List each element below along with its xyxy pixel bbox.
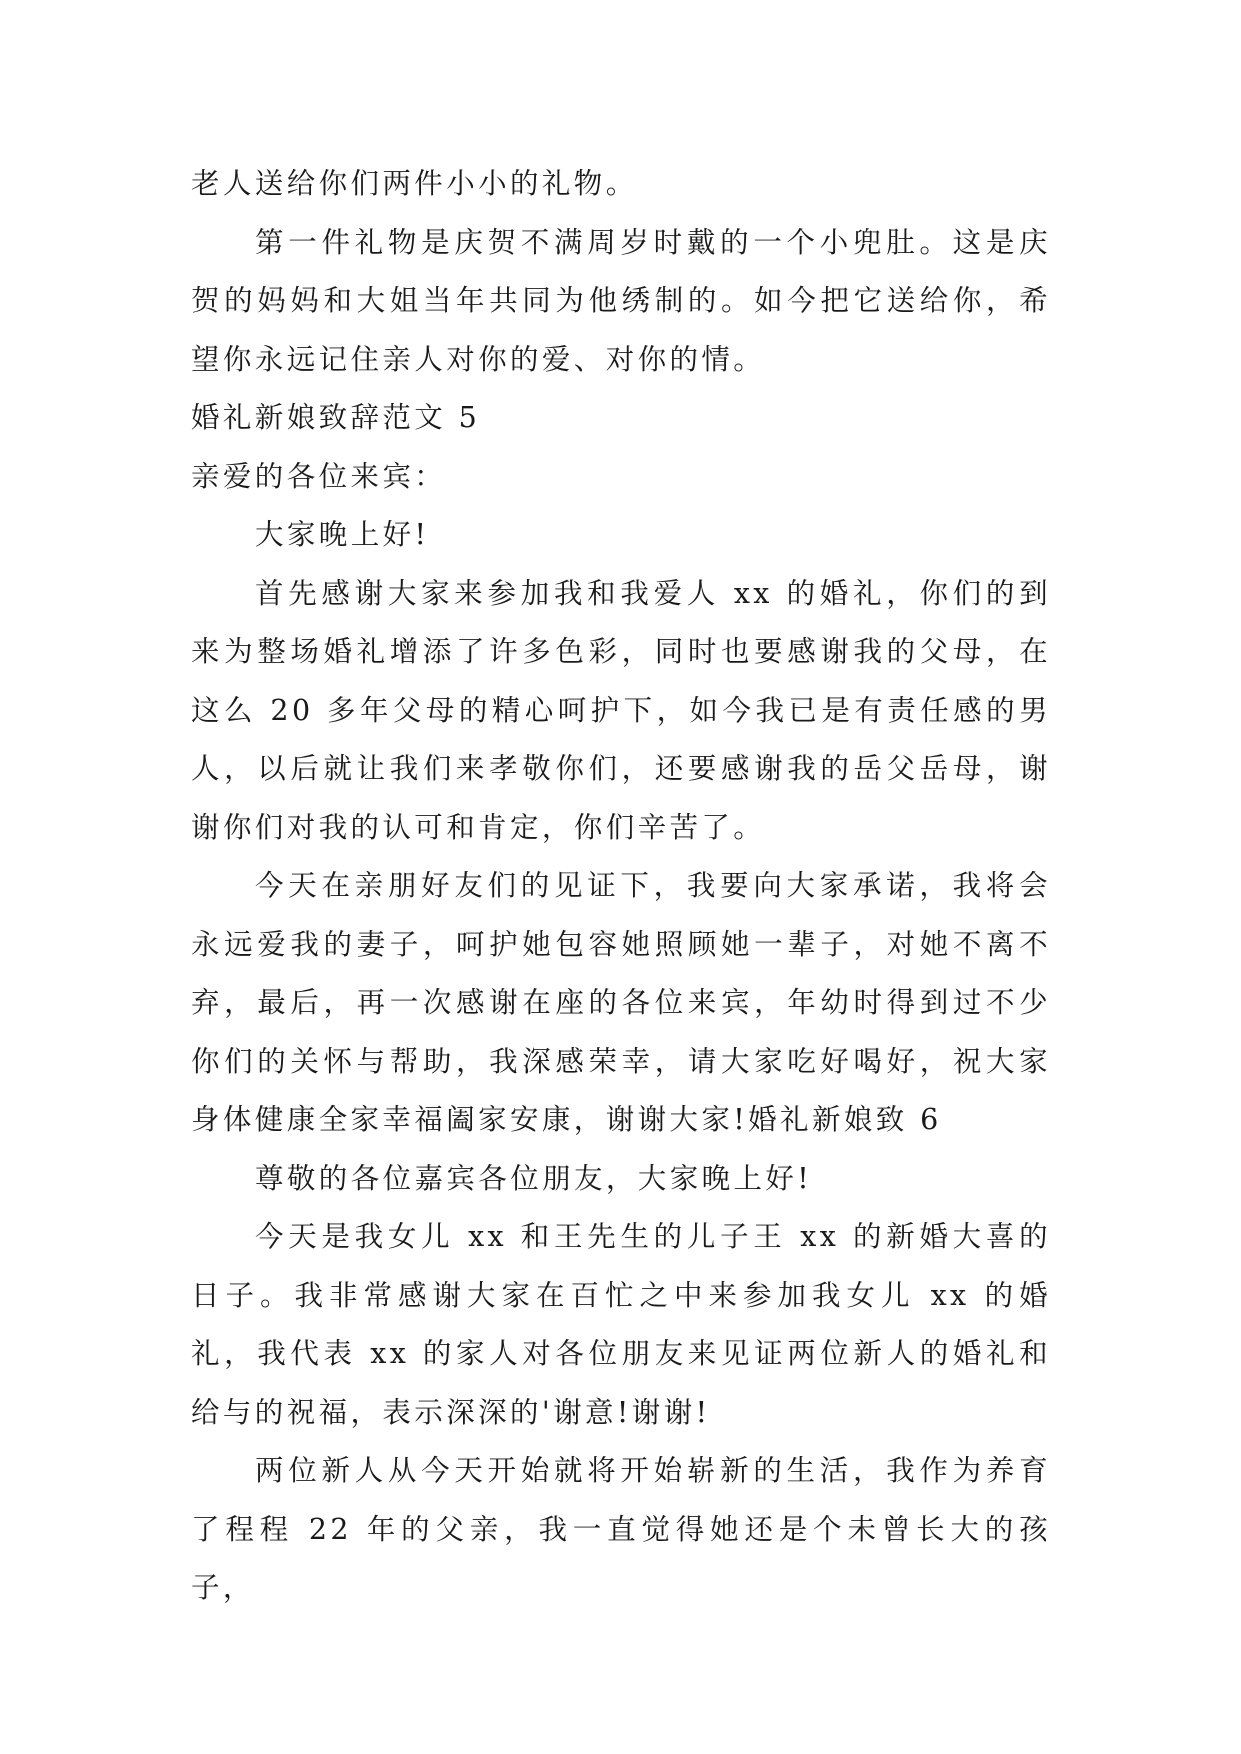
greeting: 大家晚上好! xyxy=(255,518,430,551)
greeting-6: 尊敬的各位嘉宾各位朋友，大家晚上好! xyxy=(255,1161,813,1195)
document-body xyxy=(191,155,1051,1618)
paragraph-daughter-wedding: 今天是我女儿 xx 和王先生的儿子王 xx 的新婚大喜的日子。我非常感谢大家在百忙之中来参加我女儿 xx 的婚礼，我代表 xx 的家人对各位朋友来见证两位新人的婚礼和给与的祝福，表示深深的'谢意!谢谢! xyxy=(191,1220,1051,1429)
paragraph-new-life: 两位新人从今天开始就将开始崭新的生活，我作为养育了程程 22 年的父亲，我一直觉得她还是个未曾长大的孩子， xyxy=(191,1454,1051,1604)
paragraph-continuation: 老人送给你们两件小小的礼物。 xyxy=(191,167,638,200)
salutation: 亲爱的各位来宾： xyxy=(191,459,447,493)
section-heading-5: 婚礼新娘致辞范文 5 xyxy=(191,401,481,434)
paragraph-promise: 今天在亲朋好友们的见证下，我要向大家承诺，我将会永远爱我的妻子，呵护她包容她照顾她一辈子，对她不离不弃，最后，再一次感谢在座的各位来宾，年幼时得到过不少你们的关怀与帮助，我深感荣幸，请大家吃好喝好，祝大家身体健康全家幸福阖家安康，谢谢大家!婚礼新娘致 6 xyxy=(191,869,1051,1136)
paragraph-first-gift: 第一件礼物是庆贺不满周岁时戴的一个小兜肚。这是庆贺的妈妈和大姐当年共同为他绣制的。如今把它送给你，希望你永远记住亲人对你的爱、对你的情。 xyxy=(191,225,1051,376)
paragraph-thanks: 首先感谢大家来参加我和我爱人 xx 的婚礼，你们的到来为整场婚礼增添了许多色彩，同时也要感谢我的父母，在这么 20 多年父母的精心呵护下，如今我已是有责任感的男人，以后就让我们来孝敬你们，还要感谢我的岳父岳母，谢谢你们对我的认可和肯定，你们辛苦了。 xyxy=(191,576,1051,844)
